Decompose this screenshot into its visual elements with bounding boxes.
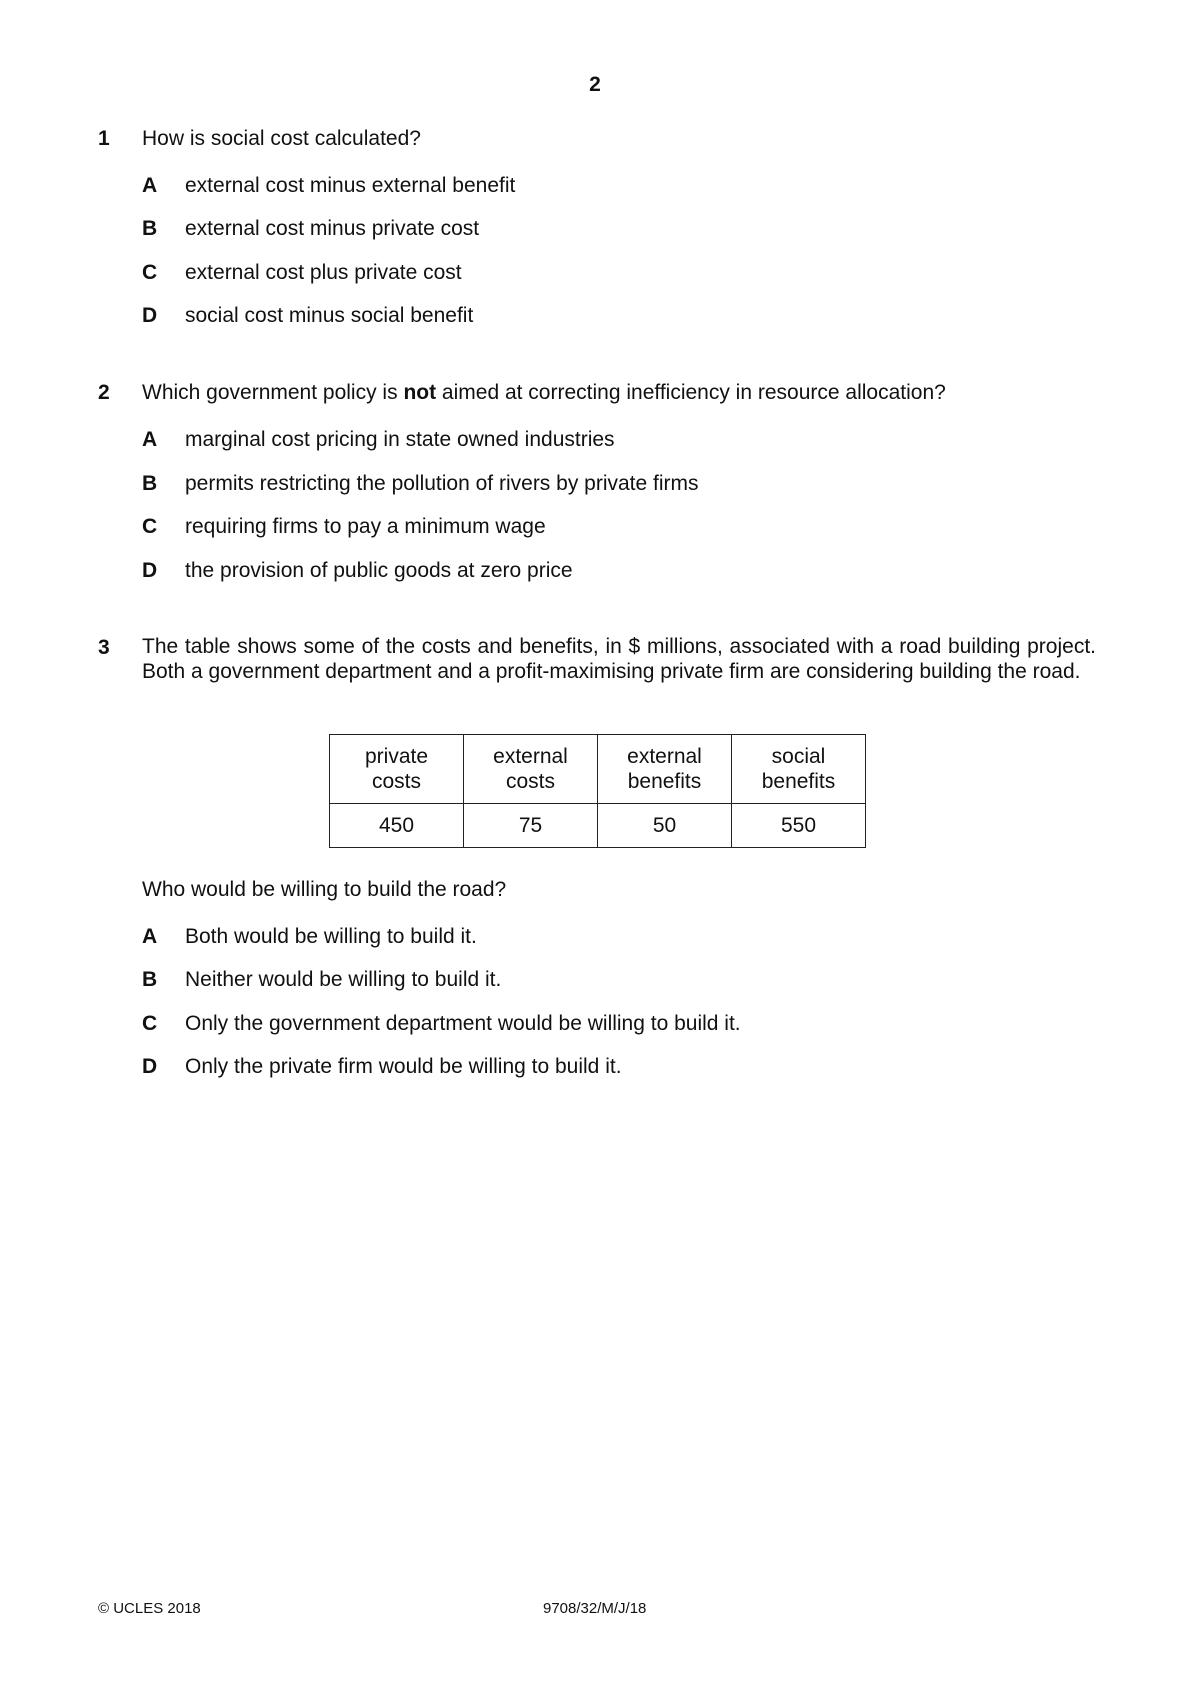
question-1-number: 1 [98, 127, 110, 150]
question-2-text [142, 381, 1096, 405]
question-3-prompt: Who would be willing to build the road? [142, 878, 507, 901]
question-2-number: 2 [98, 381, 110, 404]
q2-option-d-text: the provision of public goods at zero price [185, 559, 573, 582]
value-external-benefits: 50 [598, 804, 732, 848]
table-row [330, 804, 866, 848]
footer-copyright: © UCLES 2018 [98, 1600, 201, 1617]
page-number: 2 [589, 73, 601, 96]
q1-option-a-letter: A [142, 174, 158, 197]
q1-option-c-text: external cost plus private cost [185, 261, 462, 284]
footer-paper-code: 9708/32/M/J/18 [543, 1600, 647, 1617]
q1-option-c-letter: C [142, 261, 158, 284]
question-3-number: 3 [98, 636, 110, 659]
q3-option-b-text: Neither would be willing to build it. [185, 968, 502, 991]
costs-benefits-table [329, 734, 866, 848]
q2-option-a-letter: A [142, 428, 158, 451]
q3-option-c-letter: C [142, 1012, 158, 1035]
q2-option-b-text: permits restricting the pollution of rivers by private firms [185, 472, 699, 495]
q2-option-c-letter: C [142, 515, 158, 538]
value-external-costs: 75 [464, 804, 598, 848]
question-3-text: The table shows some of the costs and benefits, in $ millions, associated with a road building project. Both a government department and a profit-maximising private firm are considering building the road. [142, 635, 1096, 683]
q3-option-d-text: Only the private firm would be willing to build it. [185, 1055, 622, 1078]
q2-option-a-text: marginal cost pricing in state owned industries [185, 428, 615, 451]
question-1-text: How is social cost calculated? [142, 127, 421, 150]
q2-option-c-text: requiring firms to pay a minimum wage [185, 515, 546, 538]
q1-option-b-letter: B [142, 217, 158, 240]
q1-option-d-letter: D [142, 304, 158, 327]
question-2-text-after: aimed at correcting inefficiency in resource allocation? [436, 381, 946, 404]
q2-option-b-letter: B [142, 472, 158, 495]
value-social-benefits: 550 [732, 804, 866, 848]
q1-option-b-text: external cost minus private cost [185, 217, 480, 240]
q3-option-c-text: Only the government department would be willing to build it. [185, 1012, 741, 1035]
q2-option-d-letter: D [142, 559, 158, 582]
question-2-emphasis: not [403, 381, 437, 404]
q3-option-a-text: Both would be willing to build it. [185, 925, 477, 948]
q3-option-a-letter: A [142, 925, 158, 948]
header-external-benefits: external benefits [598, 735, 732, 804]
q1-option-a-text: external cost minus external benefit [185, 174, 516, 197]
table-header-row [330, 735, 866, 804]
header-social-benefits: social benefits [732, 735, 866, 804]
header-external-costs: external costs [464, 735, 598, 804]
q3-option-d-letter: D [142, 1055, 158, 1078]
question-2-text-before: Which government policy is [142, 381, 404, 404]
q1-option-d-text: social cost minus social benefit [185, 304, 474, 327]
q3-option-b-letter: B [142, 968, 158, 991]
header-private-costs: private costs [330, 735, 464, 804]
value-private-costs: 450 [330, 804, 464, 848]
